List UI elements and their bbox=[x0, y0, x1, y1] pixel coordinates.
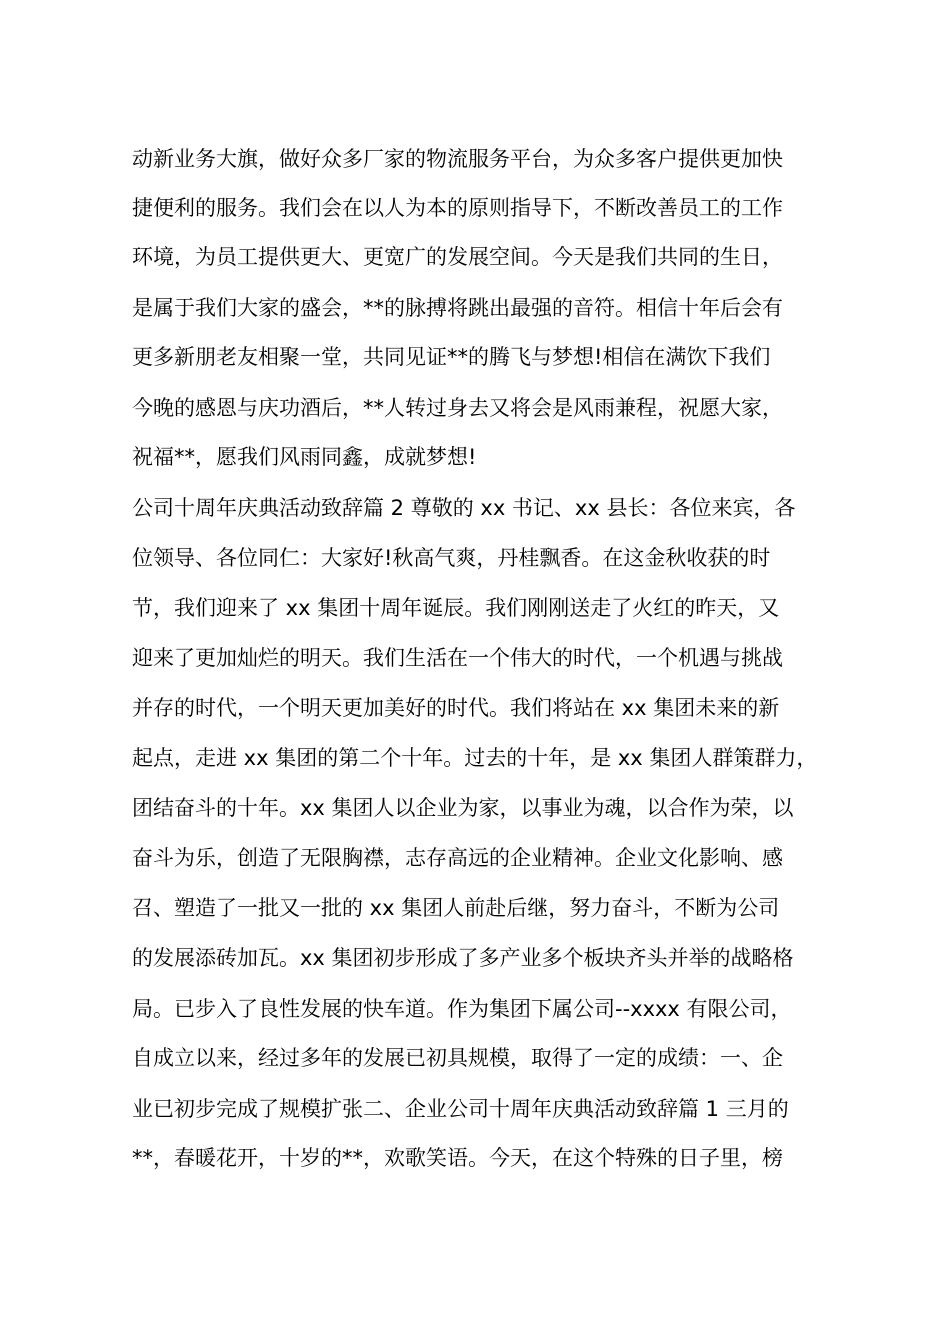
text-line: 公司十周年庆典活动致辞篇 2 尊敬的 xx 书记、xx 县长：各位来宾，各 bbox=[132, 496, 796, 520]
text-line: 是属于我们大家的盛会，**的脉搏将跳出最强的音符。相信十年后会有 bbox=[132, 296, 783, 320]
text-line: 团结奋斗的十年。xx 集团人以企业为家，以事业为魂，以合作为荣，以 bbox=[132, 796, 794, 820]
text-line: 环境，为员工提供更大、更宽广的发展空间。今天是我们共同的生日， bbox=[132, 245, 783, 269]
text-line: **，春暖花开，十岁的**，欢歌笑语。今天，在这个特殊的日子里，榜 bbox=[132, 1146, 783, 1170]
text-line: 的发展添砖加瓦。xx 集团初步形成了多产业多个板块齐头并举的战略格 bbox=[132, 946, 794, 970]
text-line: 自成立以来，经过多年的发展已初具规模，取得了一定的成绩：一、企 bbox=[132, 1046, 783, 1070]
text-line: 祝福**，愿我们风雨同鑫，成就梦想! bbox=[132, 445, 477, 469]
text-line: 位领导、各位同仁：大家好!秋高气爽，丹桂飘香。在这金秋收获的时 bbox=[132, 546, 771, 570]
text-line: 今晚的感恩与庆功酒后，**人转过身去又将会是风雨兼程，祝愿大家， bbox=[132, 396, 783, 420]
text-line: 动新业务大旗，做好众多厂家的物流服务平台，为众多客户提供更加快 bbox=[132, 147, 783, 171]
text-line: 捷便利的服务。我们会在以人为本的原则指导下，不断改善员工的工作 bbox=[132, 196, 783, 220]
text-line: 更多新朋老友相聚一堂，共同见证**的腾飞与梦想!相信在满饮下我们 bbox=[132, 345, 771, 369]
text-line: 并存的时代，一个明天更加美好的时代。我们将站在 xx 集团未来的新 bbox=[132, 696, 780, 720]
text-line: 奋斗为乐，创造了无限胸襟，志存高远的企业精神。企业文化影响、感 bbox=[132, 846, 783, 870]
text-line: 局。已步入了良性发展的快车道。作为集团下属公司--xxxx 有限公司， bbox=[132, 997, 792, 1021]
text-line: 召、塑造了一批又一批的 xx 集团人前赴后继，努力奋斗，不断为公司 bbox=[132, 896, 780, 920]
text-line: 业已初步完成了规模扩张二、企业公司十周年庆典活动致辞篇 1 三月的 bbox=[132, 1097, 789, 1121]
text-line: 节，我们迎来了 xx 集团十周年诞辰。我们刚刚送走了火红的昨天，又 bbox=[132, 596, 780, 620]
text-line: 起点，走进 xx 集团的第二个十年。过去的十年，是 xx 集团人群策群力， bbox=[132, 746, 818, 770]
text-line: 迎来了更加灿烂的明天。我们生活在一个伟大的时代，一个机遇与挑战 bbox=[132, 646, 783, 670]
